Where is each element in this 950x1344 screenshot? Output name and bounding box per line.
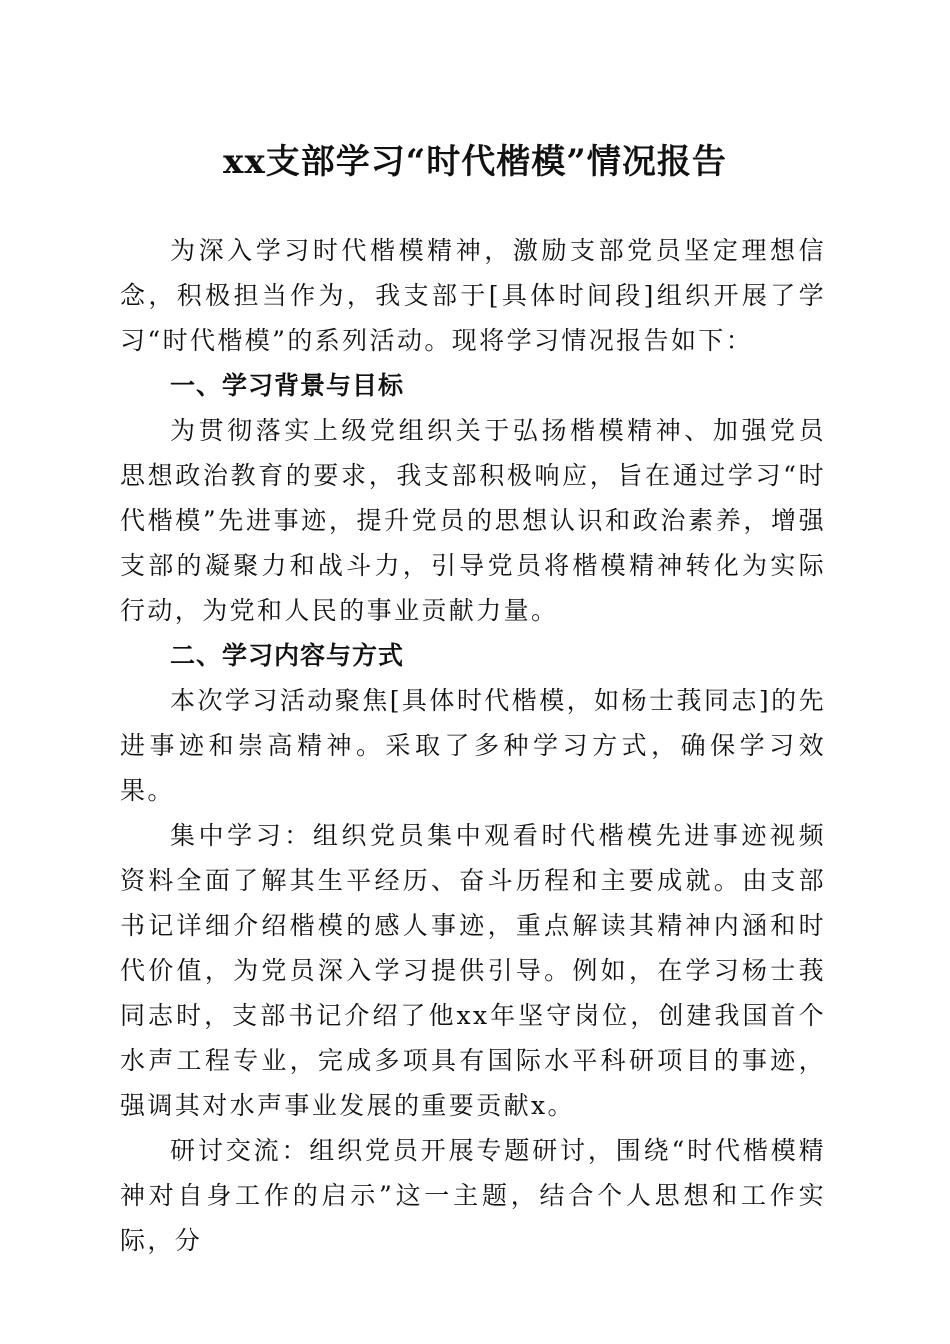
content-paragraph: 本次学习活动聚焦[具体时代楷模，如杨士莪同志]的先进事迹和崇高精神。采取了多种学习方式，确保学习效果。	[120, 686, 826, 805]
section-heading-content: 二、学习内容与方式	[170, 641, 405, 670]
document-title: xx支部学习“时代楷模”情况报告	[223, 142, 727, 182]
section-heading-background: 一、学习背景与目标	[170, 371, 405, 400]
centralized-study-paragraph: 集中学习：组织党员集中观看时代楷模先进事迹视频资料全面了解其生平经历、奋斗历程和主要成就。由支部书记详细介绍楷模的感人事迹，重点解读其精神内涵和时代价值，为党员深入学习提供引导。例如，在学习杨士莪同志时，支部书记介绍了他xx年坚守岗位，创建我国首个水声工程专业，完成多项具有国际水平科研项目的事迹，强调其对水声事业发展的重要贡献x。	[120, 821, 826, 1120]
background-paragraph: 为贯彻落实上级党组织关于弘扬楷模精神、加强党员思想政治教育的要求，我支部积极响应，旨在通过学习“时代楷模”先进事迹，提升党员的思想认识和政治素养，增强支部的凝聚力和战斗力，引导党员将楷模精神转化为实际行动，为党和人民的事业贡献力量。	[120, 416, 826, 625]
intro-paragraph: 为深入学习时代楷模精神，激励支部党员坚定理想信念，积极担当作为，我支部于[具体时间段]组织开展了学习“时代楷模”的系列活动。现将学习情况报告如下：	[120, 236, 826, 355]
document-body	[120, 228, 826, 1263]
discussion-paragraph: 研讨交流：组织党员开展专题研讨，围绕“时代楷模精神对自身工作的启示”这一主题，结合个人思想和工作实际，分	[120, 1136, 826, 1255]
